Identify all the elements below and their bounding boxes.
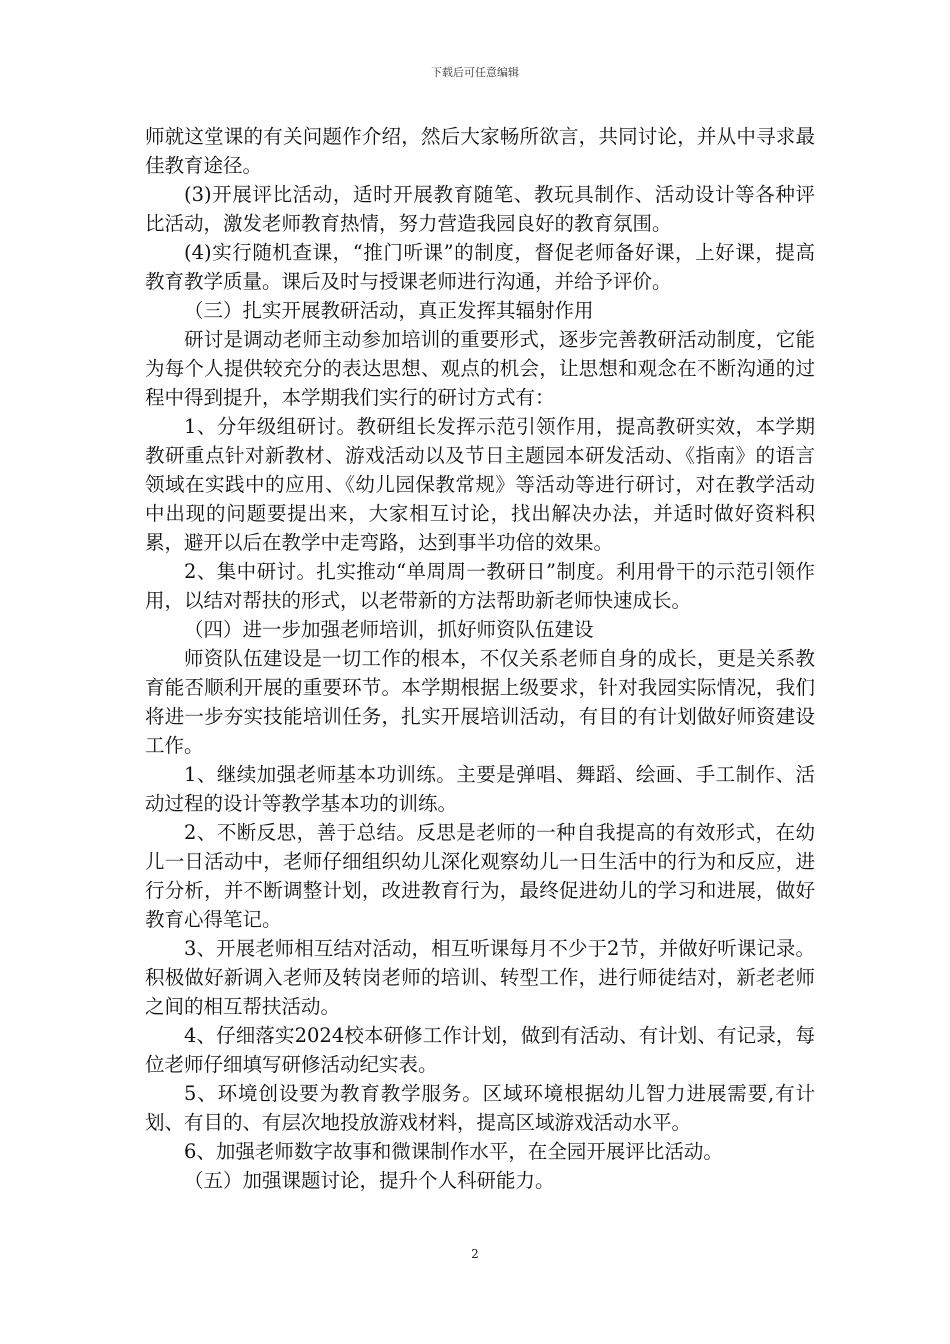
document-body xyxy=(145,122,815,1195)
section-heading-3: （三）扎实开展教研活动，真正发挥其辐射作用 xyxy=(184,299,594,322)
section-heading-4: （四）进一步加强老师培训，抓好师资队伍建设 xyxy=(184,618,594,641)
paragraph-item-4: (4)实行随机查课，“推门听课”的制度，督促老师备好课，上好课，提高教育教学质量。课后及时与授课老师进行沟通，并给予评价。 xyxy=(145,241,815,293)
paragraph-training-2: 2、不断反思，善于总结。反思是老师的一种自我提高的有效形式，在幼儿一日活动中，老师仔细组织幼儿深化观察幼儿一日生活中的行为和反应，进行分析，并不断调整计划，改进教育行为，最终促进幼儿的学习和进展，做好教育心得笔记。 xyxy=(145,821,815,931)
page-number: 2 xyxy=(471,1247,479,1261)
paragraph-training-4: 4、仔细落实2024校本研修工作计划，做到有活动、有计划、有记录，每位老师仔细填写研修活动纪实表。 xyxy=(145,1024,815,1076)
paragraph-training-6: 6、加强老师数字故事和微课制作水平，在全园开展评比活动。 xyxy=(184,1140,723,1163)
paragraph-continuation: 师就这堂课的有关问题作介绍，然后大家畅所欲言，共同讨论，并从中寻求最佳教育途径。 xyxy=(145,125,815,177)
paragraph-training-intro: 师资队伍建设是一切工作的根本，不仅关系老师自身的成长，更是关系教育能否顺利开展的重要环节。本学期根据上级要求，针对我园实际情况，我们将进一步夯实技能培训任务，扎实开展培训活动，有目的有计划做好师资建设工作。 xyxy=(145,647,815,757)
paragraph-training-1: 1、继续加强老师基本功训练。主要是弹唱、舞蹈、绘画、手工制作、活动过程的设计等教学基本功的训练。 xyxy=(145,763,815,815)
paragraph-research-2: 2、集中研讨。扎实推动“单周周一教研日”制度。利用骨干的示范引领作用，以结对帮扶的形式，以老带新的方法帮助新老师快速成长。 xyxy=(145,560,815,612)
paragraph-item-3: (3)开展评比活动，适时开展教育随笔、教玩具制作、活动设计等各种评比活动，激发老师教育热情，努力营造我园良好的教育氛围。 xyxy=(145,183,815,235)
paragraph-training-3: 3、开展老师相互结对活动，相互听课每月不少于2节，并做好听课记录。积极做好新调入老师及转岗老师的培训、转型工作，进行师徒结对，新老老师之间的相互帮扶活动。 xyxy=(145,937,815,1018)
section-heading-5: （五）加强课题讨论，提升个人科研能力。 xyxy=(184,1169,555,1192)
paragraph-training-5: 5、环境创设要为教育教学服务。区域环境根据幼儿智力进展需要,有计划、有目的、有层次地投放游戏材料，提高区域游戏活动水平。 xyxy=(145,1082,815,1134)
page-header-note: 下载后可任意编辑 xyxy=(431,66,519,79)
paragraph-research-1: 1、分年级组研讨。教研组长发挥示范引领作用，提高教研实效，本学期教研重点针对新教材、游戏活动以及节日主题园本研发活动、《指南》的语言领域在实践中的应用、《幼儿园保教常规》等活动等进行研讨，对在教学活动中出现的问题要提出来，大家相互讨论，找出解决办法，并适时做好资料积累，避开以后在教学中走弯路，达到事半功倍的效果。 xyxy=(145,415,815,554)
paragraph-research-intro: 研讨是调动老师主动参加培训的重要形式，逐步完善教研活动制度，它能为每个人提供较充分的表达思想、观点的机会，让思想和观念在不断沟通的过程中得到提升，本学期我们实行的研讨方式有： xyxy=(145,328,815,409)
